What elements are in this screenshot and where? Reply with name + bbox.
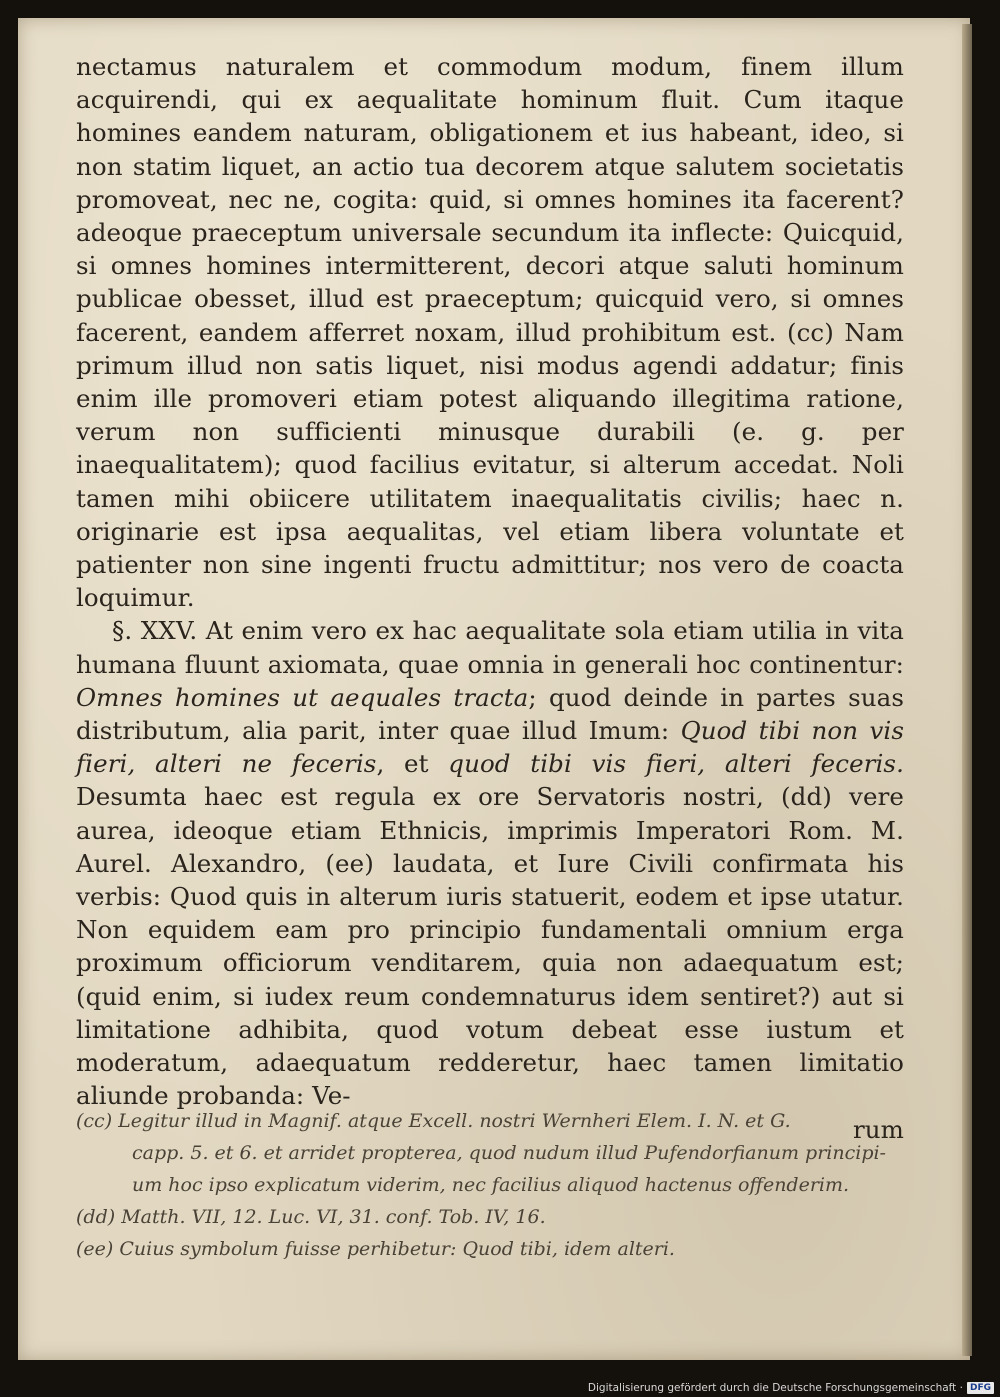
footnote-cc	[76, 1105, 906, 1201]
footnote-line: Cuius symbolum fuisse perhibetur: Quod tibi, idem alteri.	[119, 1238, 675, 1260]
footnote-ee	[76, 1233, 906, 1265]
dfg-logo-icon: DFG	[967, 1382, 994, 1394]
digitization-credit-bar	[587, 1378, 1000, 1397]
maxim-italic-3: quod tibi vis fieri, alteri feceris.	[448, 749, 904, 779]
paragraph-2-end: Desumta haec est regula ex ore Servatoris nostri, (dd) vere aurea, ideoque etiam Ethnicis, imprimis Imperatori Rom. M. Aurel. Alexandro, (ee) laudata, et Iure Civili confirmata his verbis: Quod quis in alterum iuris statuerit, eodem et ipse utatur. Non equidem eam pro principio fundamentali omnium erga proximum officiorum venditarem, quia non adaequatum est; (quid enim, si iudex reum condemnaturus idem sentiret?) aut si limitatione adhibita, quod votum debeat esse iustum et moderatum, adaequatum redderetur, haec tamen limitatio aliunde probanda: Ve-	[76, 782, 904, 1111]
footnote-line: um hoc ipso explicatum viderim, nec facilius aliquod hactenus offenderim.	[132, 1174, 850, 1196]
footnote-mark: (dd)	[76, 1206, 116, 1228]
footnote-line: capp. 5. et 6. et arridet propterea, quod nudum illud Pufendorfianum principi-	[132, 1142, 886, 1164]
footnote-mark: (ee)	[76, 1238, 114, 1260]
paragraph-2-start: §. XXV. At enim vero ex hac aequalitate sola etiam utilia in vita humana fluunt axiomata, quae omnia in generali hoc continentur:	[76, 616, 904, 679]
footnote-mark: (cc)	[76, 1110, 113, 1132]
footnote-dd	[76, 1201, 906, 1233]
paragraph-2-mid-1: ; quod deinde in partes suas distributum, alia parit, inter quae illud Imum:	[76, 682, 905, 746]
page-edge	[962, 24, 972, 1356]
footnote-line: Legitur illud in Magnif. atque Excell. nostri Wernheri Elem. I. N. et G.	[118, 1110, 791, 1132]
paragraph-2	[76, 614, 904, 1112]
funding-credit: Digitalisierung gefördert durch die Deutsche Forschungsgemeinschaft ·	[587, 1381, 963, 1394]
footnote-line: Matth. VII, 12. Luc. VI, 31. conf. Tob. IV, 16.	[121, 1206, 546, 1228]
main-text	[76, 50, 904, 1146]
paragraph-2-mid-2: , et	[376, 749, 429, 779]
maxim-italic-1: Omnes homines ut aequales tracta	[76, 682, 529, 712]
catchword: rum	[852, 1114, 904, 1144]
maxim-italic-2: Quod tibi non vis fieri, alteri ne feceris	[76, 716, 904, 779]
paragraph-1: nectamus naturalem et commodum modum, finem illum acquirendi, qui ex aequalitate hominum fluit. Cum itaque homines eandem naturam, obligationem et ius habeant, ideo, si non statim liquet, an actio tua decorem atque salutem societatis promoveat, nec ne, cogita: quid, si omnes homines ita facerent? adeoque praeceptum universale secundum ita inflecte: Quicquid, si omnes homines intermitterent, decori atque saluti hominum publicae obesset, illud est praeceptum; quicquid vero, si omnes facerent, eandem afferret noxam, illud prohibitum est. (cc) Nam primum illud non satis liquet, nisi modus agendi addatur; finis enim ille promoveri etiam potest aliquando illegitima ratione, verum non sufficienti minusque durabili (e. g. per inaequalitatem); quod facilius evitatur, si alterum accedat. Noli tamen mihi obiicere utilitatem inaequalitatis civilis; haec n. originarie est ipsa aequalitas, vel etiam libera voluntate et patienter non sine ingenti fructu admittitur; nos vero de coacta loquimur.	[76, 52, 904, 613]
footnotes	[76, 1105, 906, 1265]
